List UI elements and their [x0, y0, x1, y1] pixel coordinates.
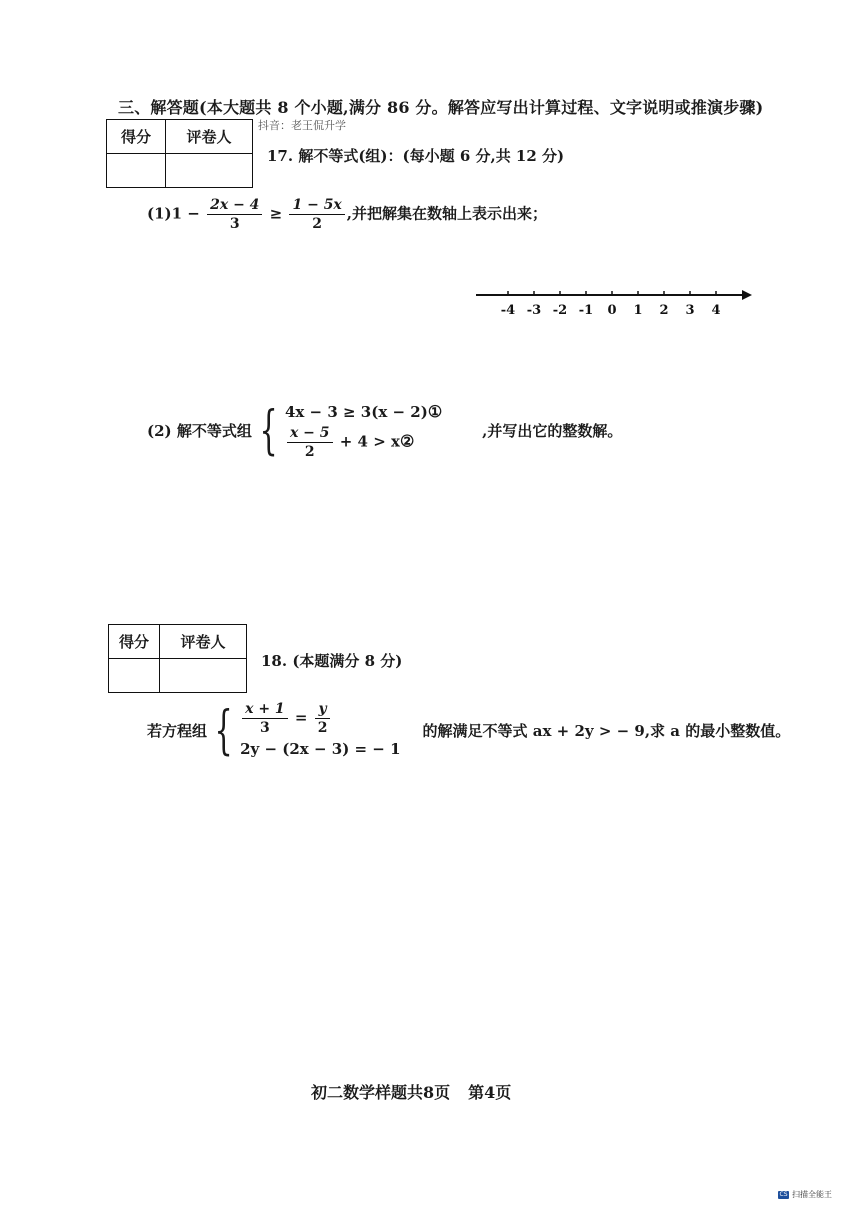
page-footer	[311, 1080, 529, 1103]
score-table-18	[108, 624, 247, 693]
number-line-tick-label: -1	[578, 303, 594, 318]
system-line-1	[240, 700, 400, 737]
grader-cell[interactable]	[160, 659, 247, 693]
camscanner-icon: CS	[779, 1190, 788, 1198]
grader-cell[interactable]	[166, 154, 253, 188]
fraction-denominator: 3	[229, 216, 240, 232]
number-line-tick-label: -3	[526, 303, 542, 318]
score-header: 得分	[109, 625, 160, 659]
q17-part1-instruction: ,并把解集在数轴上表示出来；	[346, 204, 548, 223]
fraction-denominator: 2	[312, 216, 322, 232]
scanner-app-logo	[778, 1189, 832, 1200]
number-line-tick-label: 1	[633, 303, 643, 318]
score-cell[interactable]	[109, 659, 160, 693]
system-line-2: 2y − (2x − 3) = − 1	[240, 740, 401, 758]
circled-2: ②	[399, 431, 415, 451]
q18-body	[147, 700, 790, 761]
q17-part1-label: (1)	[147, 204, 172, 223]
footer-title: 初二数学样题共8页	[311, 1083, 451, 1102]
equation-1-fraction-1	[242, 700, 288, 737]
q17-part1	[147, 196, 547, 233]
number-line-arrow-icon	[742, 290, 752, 300]
fraction-numerator: 2x − 4	[207, 196, 262, 215]
left-brace-icon: {	[214, 700, 233, 761]
fraction-numerator: 1 − 5x	[289, 196, 344, 215]
fraction-numerator: y	[315, 700, 331, 719]
number-line-tick-label: 3	[685, 303, 695, 318]
q17-part1-lhs: 1 −	[171, 204, 200, 223]
q18-lead: 若方程组	[147, 722, 208, 740]
number-line-tick-label: 4	[711, 303, 721, 318]
q17-part2-label: (2) 解不等式组	[147, 422, 252, 440]
inequality-2-fraction	[287, 424, 333, 461]
system-line-1	[285, 400, 442, 424]
inequality-system	[285, 400, 442, 461]
relation-symbol: ≥	[269, 204, 283, 223]
q18-instruction: 的解满足不等式 ax + 2y > − 9,求 a 的最小整数值。	[422, 722, 791, 740]
number-line-tick-label: 0	[607, 303, 617, 318]
number-line	[474, 284, 754, 320]
section-title: 三、解答题(本大题共 8 个小题,满分 86 分。解答应写出计算过程、文字说明或推演步骤)	[118, 98, 764, 117]
q17-part2	[147, 400, 622, 461]
number-line-tick-label: 2	[659, 303, 669, 318]
fraction-numerator: x + 1	[242, 700, 288, 719]
watermark: 抖音：老王侃升学	[258, 119, 346, 132]
q17-heading: 17. 解不等式(组)：(每小题 6 分,共 12 分)	[267, 147, 565, 165]
inequality-1: 4x − 3 ≥ 3(x − 2)	[284, 403, 428, 421]
equals-sign: =	[294, 708, 308, 727]
score-table-17	[106, 119, 253, 188]
q17-part1-fraction-1	[207, 196, 262, 233]
number-line-tick-label: -2	[552, 303, 568, 318]
fraction-denominator: 3	[260, 720, 270, 736]
grader-header: 评卷人	[160, 625, 247, 659]
circled-1: ①	[427, 402, 443, 421]
q17-part2-instruction: ,并写出它的整数解。	[482, 422, 623, 440]
equation-system	[240, 700, 400, 761]
q18-heading: 18. (本题满分 8 分)	[261, 652, 403, 670]
equation-1-fraction-2	[315, 700, 331, 737]
score-header: 得分	[107, 120, 166, 154]
number-line-tick-label: -4	[500, 303, 516, 318]
score-cell[interactable]	[107, 154, 166, 188]
app-logo-text: 扫描全能王	[792, 1190, 832, 1199]
system-line-2	[285, 424, 442, 461]
fraction-numerator: x − 5	[287, 424, 333, 443]
grader-header: 评卷人	[166, 120, 253, 154]
inequality-2-rest: + 4 > x	[339, 432, 400, 451]
fraction-denominator: 2	[317, 720, 328, 736]
left-brace-icon: {	[259, 400, 278, 461]
q17-part1-fraction-2	[289, 196, 344, 233]
page-number: 第4页	[468, 1083, 512, 1102]
fraction-denominator: 2	[304, 444, 315, 460]
